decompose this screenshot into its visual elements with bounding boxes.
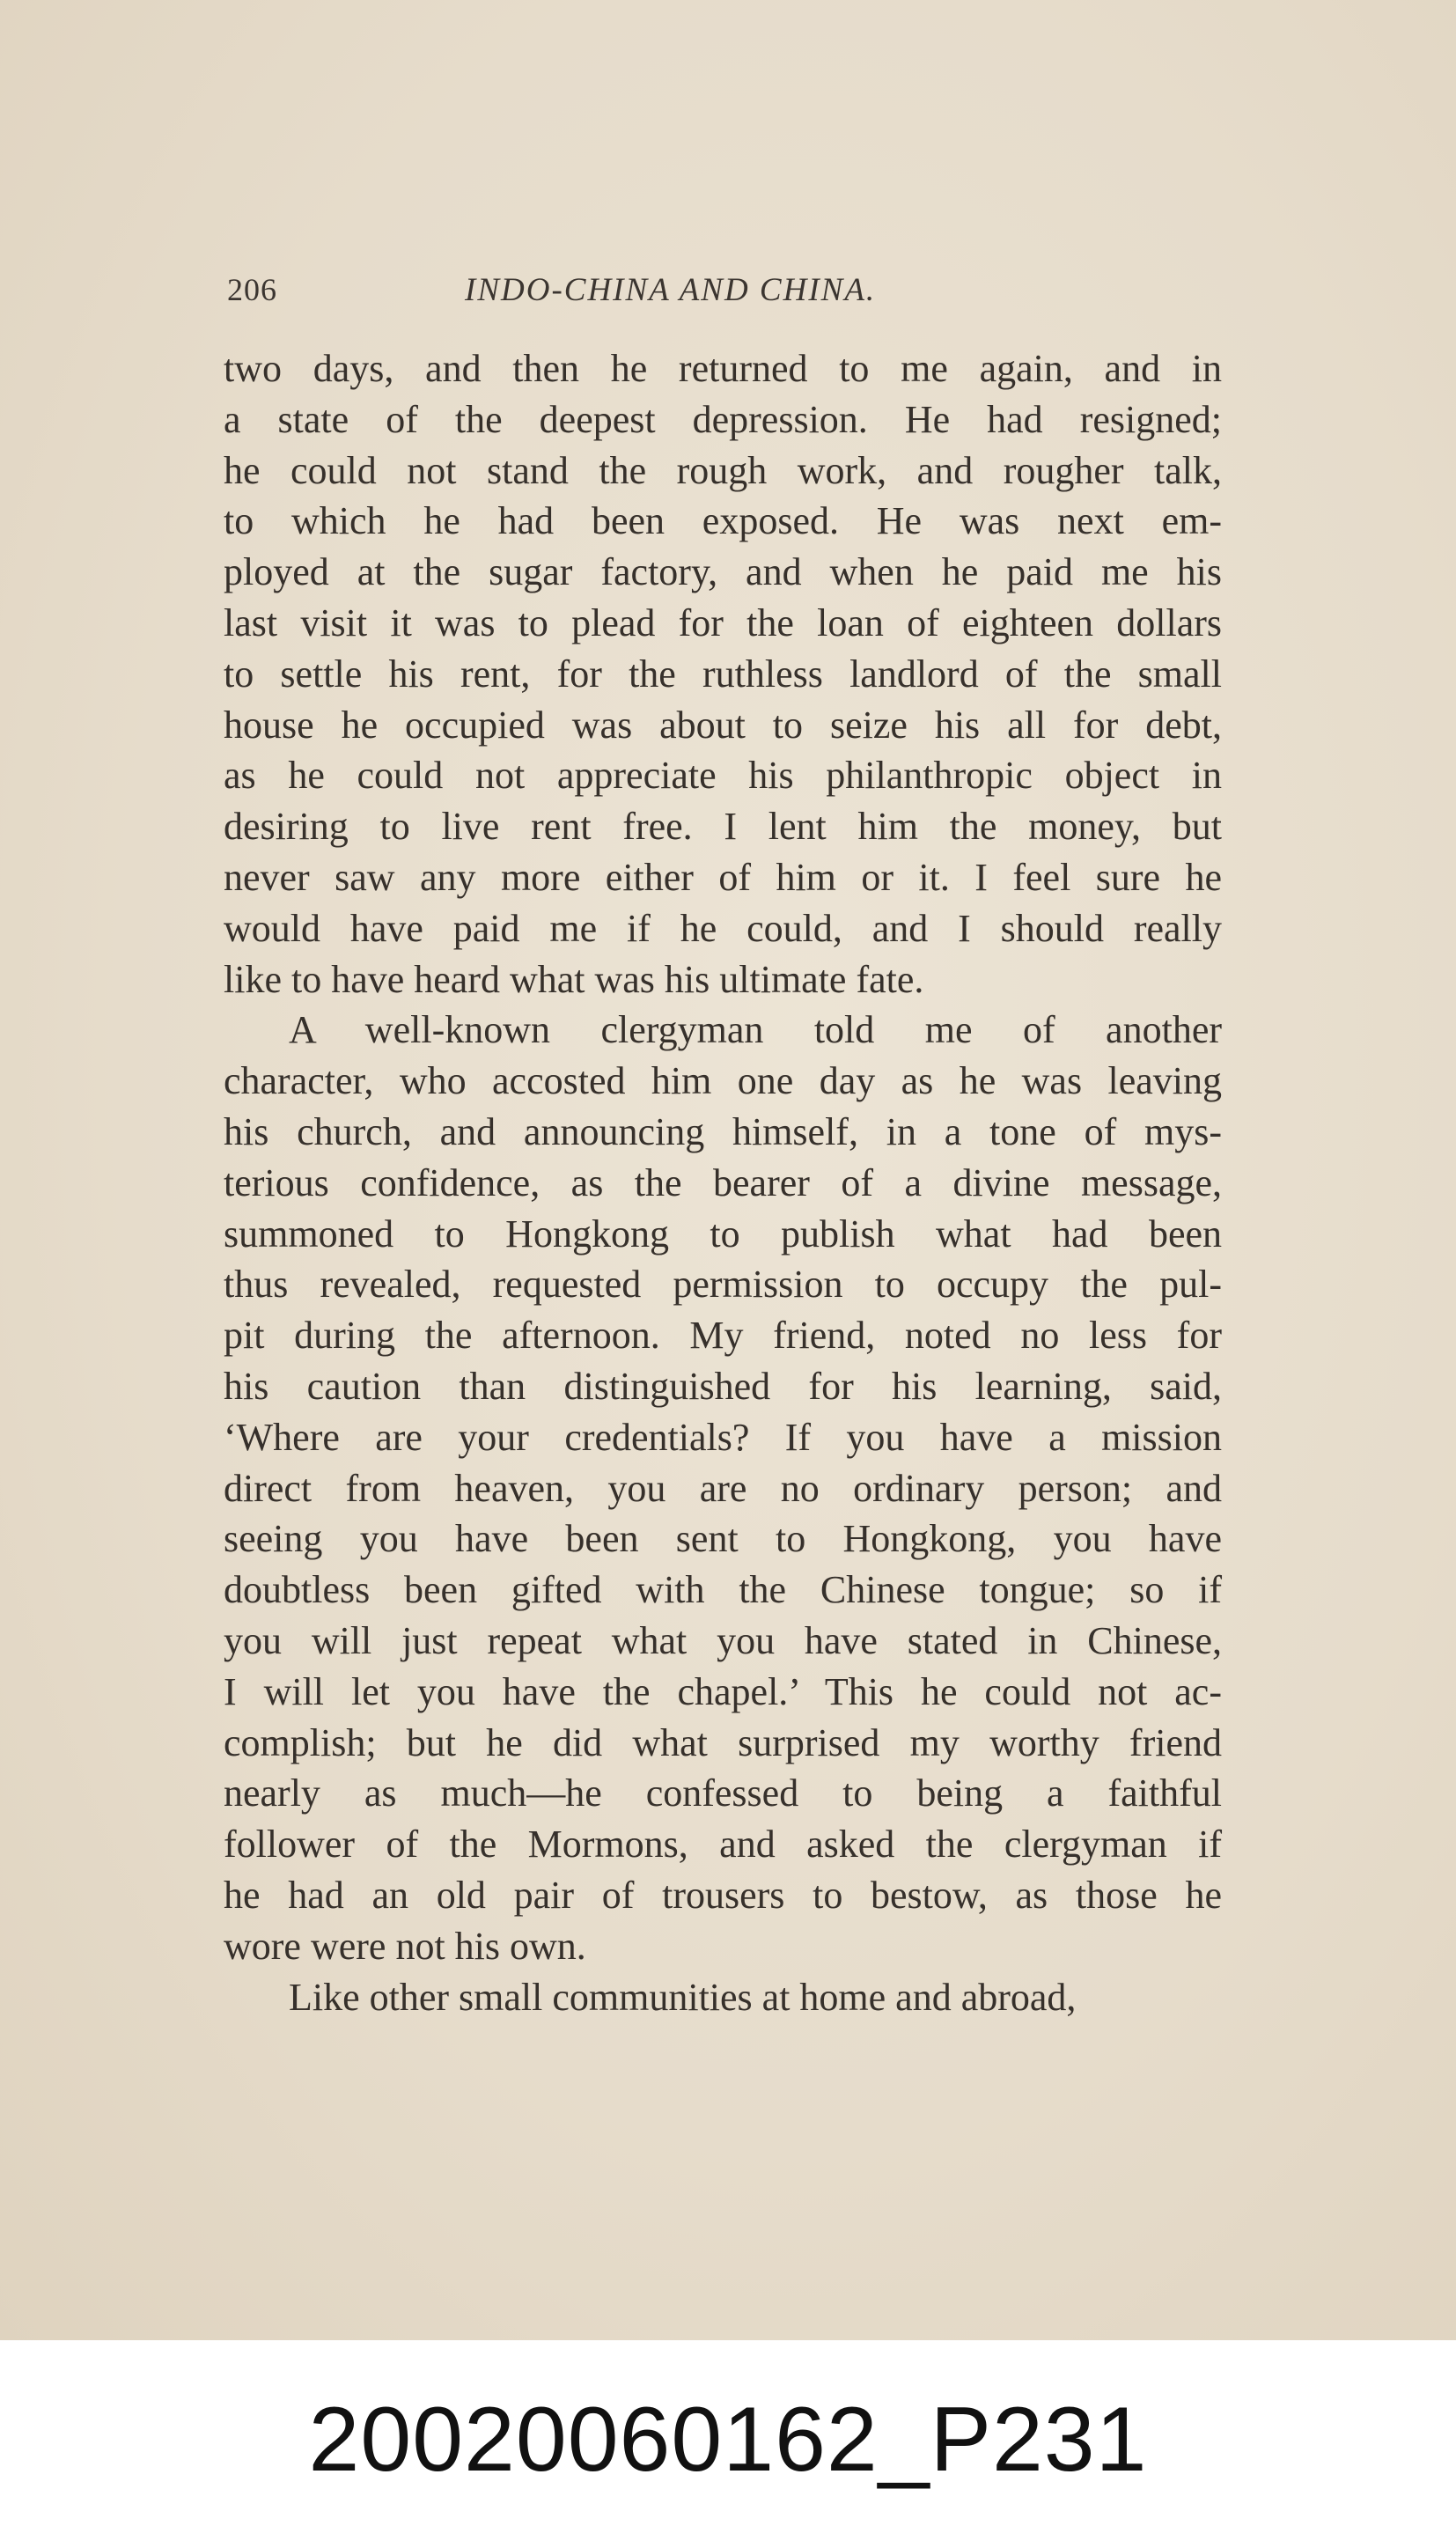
text-line: to settle his rent, for the ruthless landlord of the small — [224, 652, 1222, 696]
page-header — [227, 271, 1222, 315]
page-number: 206 — [227, 272, 277, 307]
text-line: like to have heard what was his ultimate fate. — [224, 957, 924, 1001]
text-line: he had an old pair of trousers to bestow, as those he — [224, 1873, 1222, 1917]
text-line: doubtless been gifted with the Chinese tongue; so if — [224, 1568, 1222, 1612]
text-line: to which he had been exposed. He was next em- — [224, 499, 1222, 543]
text-line: terious confidence, as the bearer of a divine message, — [224, 1160, 1222, 1204]
text-line: direct from heaven, you are no ordinary person; and — [224, 1466, 1222, 1510]
text-line: house he occupied was about to seize his all for debt, — [224, 703, 1222, 747]
text-line: his caution than distinguished for his learning, said, — [224, 1364, 1222, 1408]
text-line: as he could not appreciate his philanthropic object in — [224, 754, 1222, 798]
text-line: two days, and then he returned to me again, and in — [224, 347, 1222, 390]
archive-id: 20020060162_P231 — [308, 2389, 1148, 2491]
text-line: follower of the Mormons, and asked the clergyman if — [224, 1823, 1222, 1867]
text-line: he could not stand the rough work, and rougher talk, — [224, 448, 1222, 492]
text-line: seeing you have been sent to Hongkong, you have — [224, 1517, 1222, 1561]
text-line: A well-known clergyman told me of another — [289, 1008, 1222, 1052]
body-text — [224, 343, 1222, 2022]
text-line: Like other small communities at home and abroad, — [289, 1975, 1077, 2019]
text-line: you will just repeat what you have stated in Chinese, — [224, 1618, 1222, 1662]
running-head: INDO-CHINA AND CHINA. — [465, 272, 877, 308]
text-line: would have paid me if he could, and I should really — [224, 906, 1222, 950]
text-line: never saw any more either of him or it. I feel sure he — [224, 855, 1222, 899]
text-line: desiring to live rent free. I lent him the money, but — [224, 805, 1222, 849]
text-line: summoned to Hongkong to publish what had been — [224, 1211, 1222, 1256]
text-line: complish; but he did what surprised my worthy friend — [224, 1720, 1222, 1764]
text-line: character, who accosted him one day as he was leaving — [224, 1059, 1222, 1103]
text-line: ‘Where are your credentials? If you have a mission — [224, 1415, 1222, 1459]
text-line: I will let you have the chapel.’ This he could not ac- — [224, 1669, 1222, 1713]
text-line: pit during the afternoon. My friend, noted no less for — [224, 1314, 1222, 1358]
text-line: ployed at the sugar factory, and when he paid me his — [224, 550, 1222, 594]
text-line: nearly as much—he confessed to being a faithful — [224, 1771, 1222, 1815]
text-line: thus revealed, requested permission to occupy the pul- — [224, 1263, 1222, 1307]
text-line: a state of the deepest depression. He had resigned; — [224, 397, 1222, 441]
text-line: wore were not his own. — [224, 1924, 586, 1968]
text-line: his church, and announcing himself, in a tone of mys- — [224, 1109, 1222, 1153]
text-line: last visit it was to plead for the loan of eighteen dollars — [224, 600, 1222, 644]
